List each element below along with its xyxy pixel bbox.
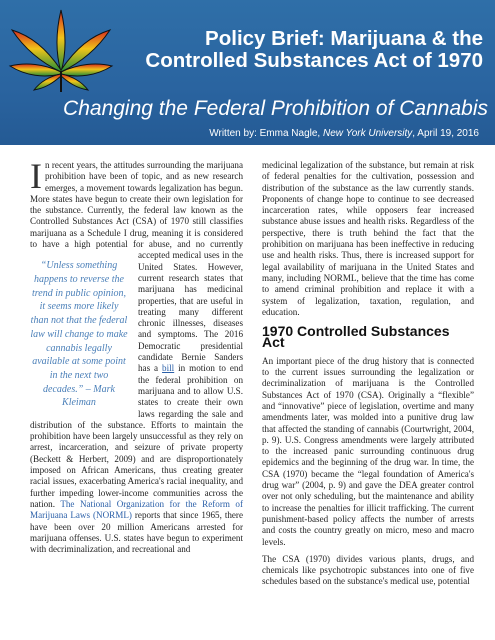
author-name: Written by: Emma Nagle,	[209, 128, 323, 139]
right-column	[262, 160, 474, 594]
pull-quote: “Unless something happens to reverse the trend in public opinion, it seems more likely than not that the federal law will change to make cannabis legally available at some point in the next two decades.” – Mark Kleiman	[30, 260, 128, 409]
intro-text-part1: accepted medical uses in the United States. However, current research states that marijuana has medicinal properties, that are useful in treating many different chronic illnesses, diseases and symptoms. The 2016 Democratic presidential candidate Bernie Sanders has a	[138, 250, 243, 374]
page-subtitle: Changing the Federal Prohibition of Cannabis	[63, 97, 488, 120]
author-line	[0, 128, 479, 139]
section-heading: 1970 Controlled Substances Act	[262, 323, 450, 351]
intro-text-part2: in motion to end the federal prohibition on marijuana and to allow U.S. states to create their own laws regarding the sale and distribution of the substance. Efforts to maintain the prohibition have been largely unsuccessful as they rely on arrest, incarceration, and seizure of private property (Beckett & Herbert, 2009) and are disproportionately imposed on African Americans, thus creating greater racial issues, exacerbating America's racial inequality, and further impeding lower-income communities across the nation.	[30, 363, 243, 509]
intro-text-lead: n recent years, the attitudes surrounding the marijuana prohibition have been of topic, and as new research emerges, a movement towards legalization has begun. More states have begun to create their own legislation for the substance. Currently, the federal law known as the Controlled Substances Act (CSA) of 1970 still classifies marijuana as a Schedule I drug, meaning it is considered to have a high potential for abuse, and no currently	[30, 160, 243, 250]
paragraph-csa-history: An important piece of the drug history that is connected to the current issues surrounding the legalization or decriminalization of marijuana is the Controlled Substances Act of 1970 (CSA). Originally a “flexible” and “innovative” piece of legislation, overtime and many amendments later, was molded into a punitive drug law that affected the standing of cannabis (Courtwright, 2004, p. 9). U.S. Congress amendments were largely attributed to the increased panic surrounding continuous drug epidemics and the beginning of the drug war. In time, the CSA (1970) became the “legal foundation of America's drug war” (2004, p. 9) and gave the DEA greater control over not only scheduling, but the maintenance and ability to increase the penalties for illicit trafficking. The current punishment-based policy affects the number of arrests and costs the country greatly on micro, meso and macro levels.	[262, 355, 474, 547]
author-affiliation: New York University	[322, 128, 413, 139]
page-title: Policy Brief: Marijuana & the Controlled Substances Act of 1970	[145, 27, 483, 72]
header-banner	[0, 0, 495, 145]
author-date: , April 19, 2016	[412, 128, 479, 139]
paragraph-csa-schedules: The CSA (1970) divides various plants, drugs, and chemicals like psychotropic substances into one of five schedules based on the substance's medical use, potential	[262, 553, 474, 587]
left-column	[30, 156, 244, 561]
intro-paragraph	[30, 156, 244, 555]
paragraph-continuation: medicinal legalization of the substance, but remain at risk of federal penalties for the cultivation, possession and distribution of the substance as the law currently stands. Proponents of change hope to continue to see decreased incarceration rates, while opposers fear increased substance abuse issues and health risks. Regardless of the perspective, there is truth behind the fact that the prohibition on marijuana has been ineffective in reducing use and health risks. Thus, there is increased support for legal availability of marijuana in the United States and many, including NORML, believe that the time has come to amend criminal prohibition and replace it with a system of legalization, taxation, regulation, and education.	[262, 160, 474, 317]
drop-cap: I	[30, 156, 42, 196]
norml-link[interactable]: The National Organization for the Reform of Marijuana Laws (NORML)	[30, 498, 243, 521]
cannabis-leaf-icon	[6, 6, 116, 94]
intro-text-part3: reports that since 1965, there have been over 20 million Americans arrested for marijuana offenses. U.S. states have begun to experiment with decriminalization, and recreational and	[30, 510, 244, 555]
bill-link[interactable]: bill	[162, 363, 175, 374]
